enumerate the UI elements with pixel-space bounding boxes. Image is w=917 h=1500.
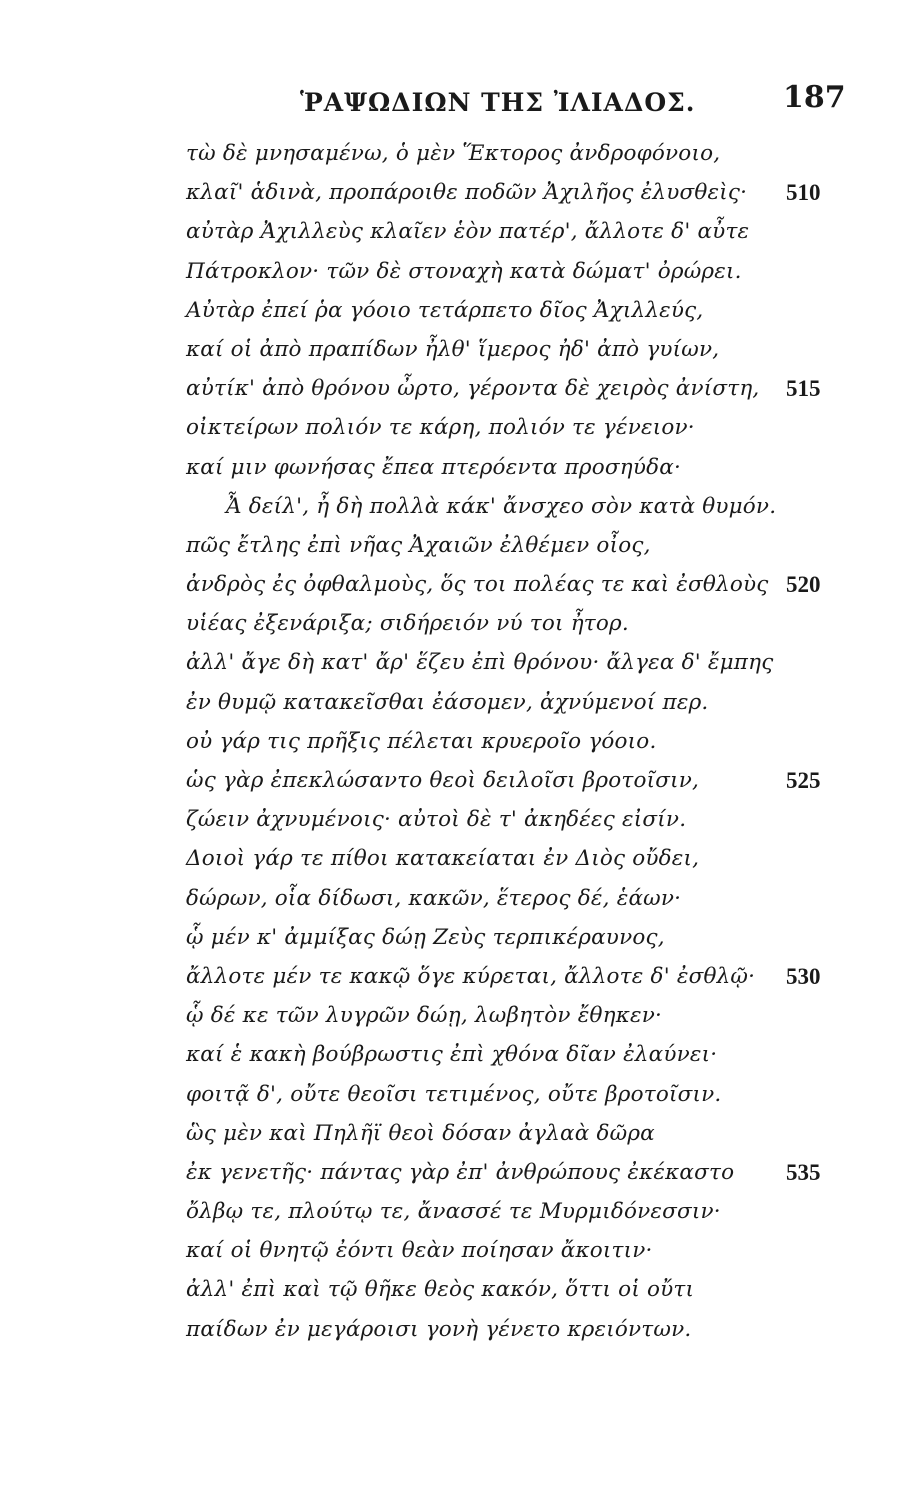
verse-line [0,1075,917,1114]
verse-line [0,1114,917,1153]
verse-text: ὄλβῳ τε, πλούτῳ τε, ἄνασσέ τε Μυρμιδόνεσσιν· [186,1199,721,1225]
verse-text: Ἆ δείλ', ἦ δὴ πολλὰ κάκ' ἄνσχεο σὸν κατὰ θυμόν. [226,493,777,519]
verse-text: Πάτροκλον· τῶν δὲ στοναχὴ κατὰ δώματ' ὀρώρει. [186,258,742,284]
verse-line [0,1270,917,1309]
verse-line [0,722,917,761]
verse-text: ὣς μὲν καὶ Πηλῆϊ θεοὶ δόσαν ἀγλαὰ δῶρα [186,1120,655,1146]
verse-line [0,369,917,408]
verse-text: ἐκ γενετῆς· πάντας γὰρ ἐπ' ἀνθρώπους ἐκέκαστο [186,1159,735,1185]
verse-line [0,996,917,1035]
verse-text: αὐτὰρ Ἀχιλλεὺς κλαῖεν ἑὸν πατέρ', ἄλλοτε δ' αὖτε [186,219,750,245]
verse-line [0,1153,917,1192]
verse-text: πῶς ἔτλης ἐπὶ νῆας Ἀχαιῶν ἐλθέμεν οἶος, [186,532,651,558]
verse-text: ἐν θυμῷ κατακεῖσθαι ἐάσομεν, ἀχνύμενοί περ. [186,689,709,715]
verse-line [0,1310,917,1349]
verse-text: καί οἱ ἀπὸ πραπίδων ἦλθ' ἵμερος ἠδ' ἀπὸ γυίων, [186,336,720,362]
verse-text: παίδων ἐν μεγάροισι γονὴ γένετο κρειόντων. [186,1316,692,1342]
line-number: 530 [786,963,821,989]
running-title: ῬΑΨΩΔΙΩΝ ΤΗΣ ἸΛΙΑΔΟΣ. [300,88,696,117]
verse-line [0,526,917,565]
verse-line [0,134,917,173]
verse-line [0,957,917,996]
verse-line [0,643,917,682]
verse-line [0,212,917,251]
verse-text: οἰκτείρων πολιόν τε κάρη, πολιόν τε γένειον· [186,415,695,441]
verse-text: ᾧ δέ κε τῶν λυγρῶν δώῃ, λωβητὸν ἔθηκεν· [186,1003,663,1029]
verse-line [0,291,917,330]
verse-block [0,134,917,1349]
verse-text: ἀλλ' ἐπὶ καὶ τῷ θῆκε θεὸς κακόν, ὅττι οἱ οὔτι [186,1277,695,1303]
verse-line [0,1035,917,1074]
verse-text: Δοιοὶ γάρ τε πίθοι κατακείαται ἐν Διὸς οὔδει, [186,846,700,872]
verse-text: οὐ γάρ τις πρῆξις πέλεται κρυεροῖο γόοιο. [186,728,657,754]
verse-text: αὐτίκ' ἀπὸ θρόνου ὦρτο, γέροντα δὲ χειρὸς ἀνίστη, [186,376,760,402]
verse-text: ἀλλ' ἄγε δὴ κατ' ἄρ' ἕζευ ἐπὶ θρόνου· ἄλγεα δ' ἔμπης [186,650,774,676]
verse-line [0,487,917,526]
line-number: 510 [786,180,821,206]
verse-line [0,683,917,722]
verse-line [0,839,917,878]
line-number: 535 [786,1159,821,1185]
verse-text: κλαῖ' ἁδινὰ, προπάροιθε ποδῶν Ἀχιλῆος ἐλυσθεὶς· [186,180,748,206]
verse-text: φοιτᾷ δ', οὔτε θεοῖσι τετιμένος, οὔτε βροτοῖσιν. [186,1081,722,1107]
line-number: 520 [786,572,821,598]
verse-line [0,1192,917,1231]
page-header [0,80,917,126]
verse-line [0,761,917,800]
verse-text: ἄλλοτε μέν τε κακῷ ὅγε κύρεται, ἄλλοτε δ' ἐσθλῷ· [186,963,756,989]
line-number: 515 [786,376,821,402]
verse-text: τὼ δὲ μνησαμένω, ὁ μὲν Ἕκτορος ἀνδροφόνοιο, [186,141,721,166]
verse-line [0,879,917,918]
verse-text: ᾧ μέν κ' ἀμμίξας δώῃ Ζεὺς τερπικέραυνος, [186,924,665,950]
verse-text: Αὐτὰρ ἐπεί ῥα γόοιο τετάρπετο δῖος Ἀχιλλεύς, [186,297,704,323]
verse-line [0,800,917,839]
verse-line [0,565,917,604]
verse-line [0,1231,917,1270]
verse-text: ἀνδρὸς ἐς ὀφθαλμοὺς, ὅς τοι πολέας τε καὶ ἐσθλοὺς [186,572,769,598]
verse-text: υἱέας ἐξενάριξα; σιδήρειόν νύ τοι ἦτορ. [186,611,629,637]
verse-text: δώρων, οἷα δίδωσι, κακῶν, ἕτερος δέ, ἑάων· [186,885,682,911]
verse-text: καί μιν φωνήσας ἔπεα πτερόεντα προσηύδα· [186,454,681,480]
verse-text: καί οἱ θνητῷ ἐόντι θεὰν ποίησαν ἄκοιτιν· [186,1238,653,1264]
verse-line [0,604,917,643]
verse-line [0,408,917,447]
line-number: 525 [786,768,821,793]
verse-line [0,918,917,957]
verse-text: ὡς γὰρ ἐπεκλώσαντο θεοὶ δειλοῖσι βροτοῖσιν, [186,768,700,793]
page-number: 187 [783,80,846,115]
verse-line [0,252,917,291]
verse-line [0,448,917,487]
verse-line [0,330,917,369]
verse-text: ζώειν ἀχνυμένοις· αὐτοὶ δὲ τ' ἀκηδέες εἰσίν. [186,807,687,833]
verse-text: καί ἑ κακὴ βούβρωστις ἐπὶ χθόνα δῖαν ἐλαύνει· [186,1042,718,1068]
verse-line [0,173,917,212]
